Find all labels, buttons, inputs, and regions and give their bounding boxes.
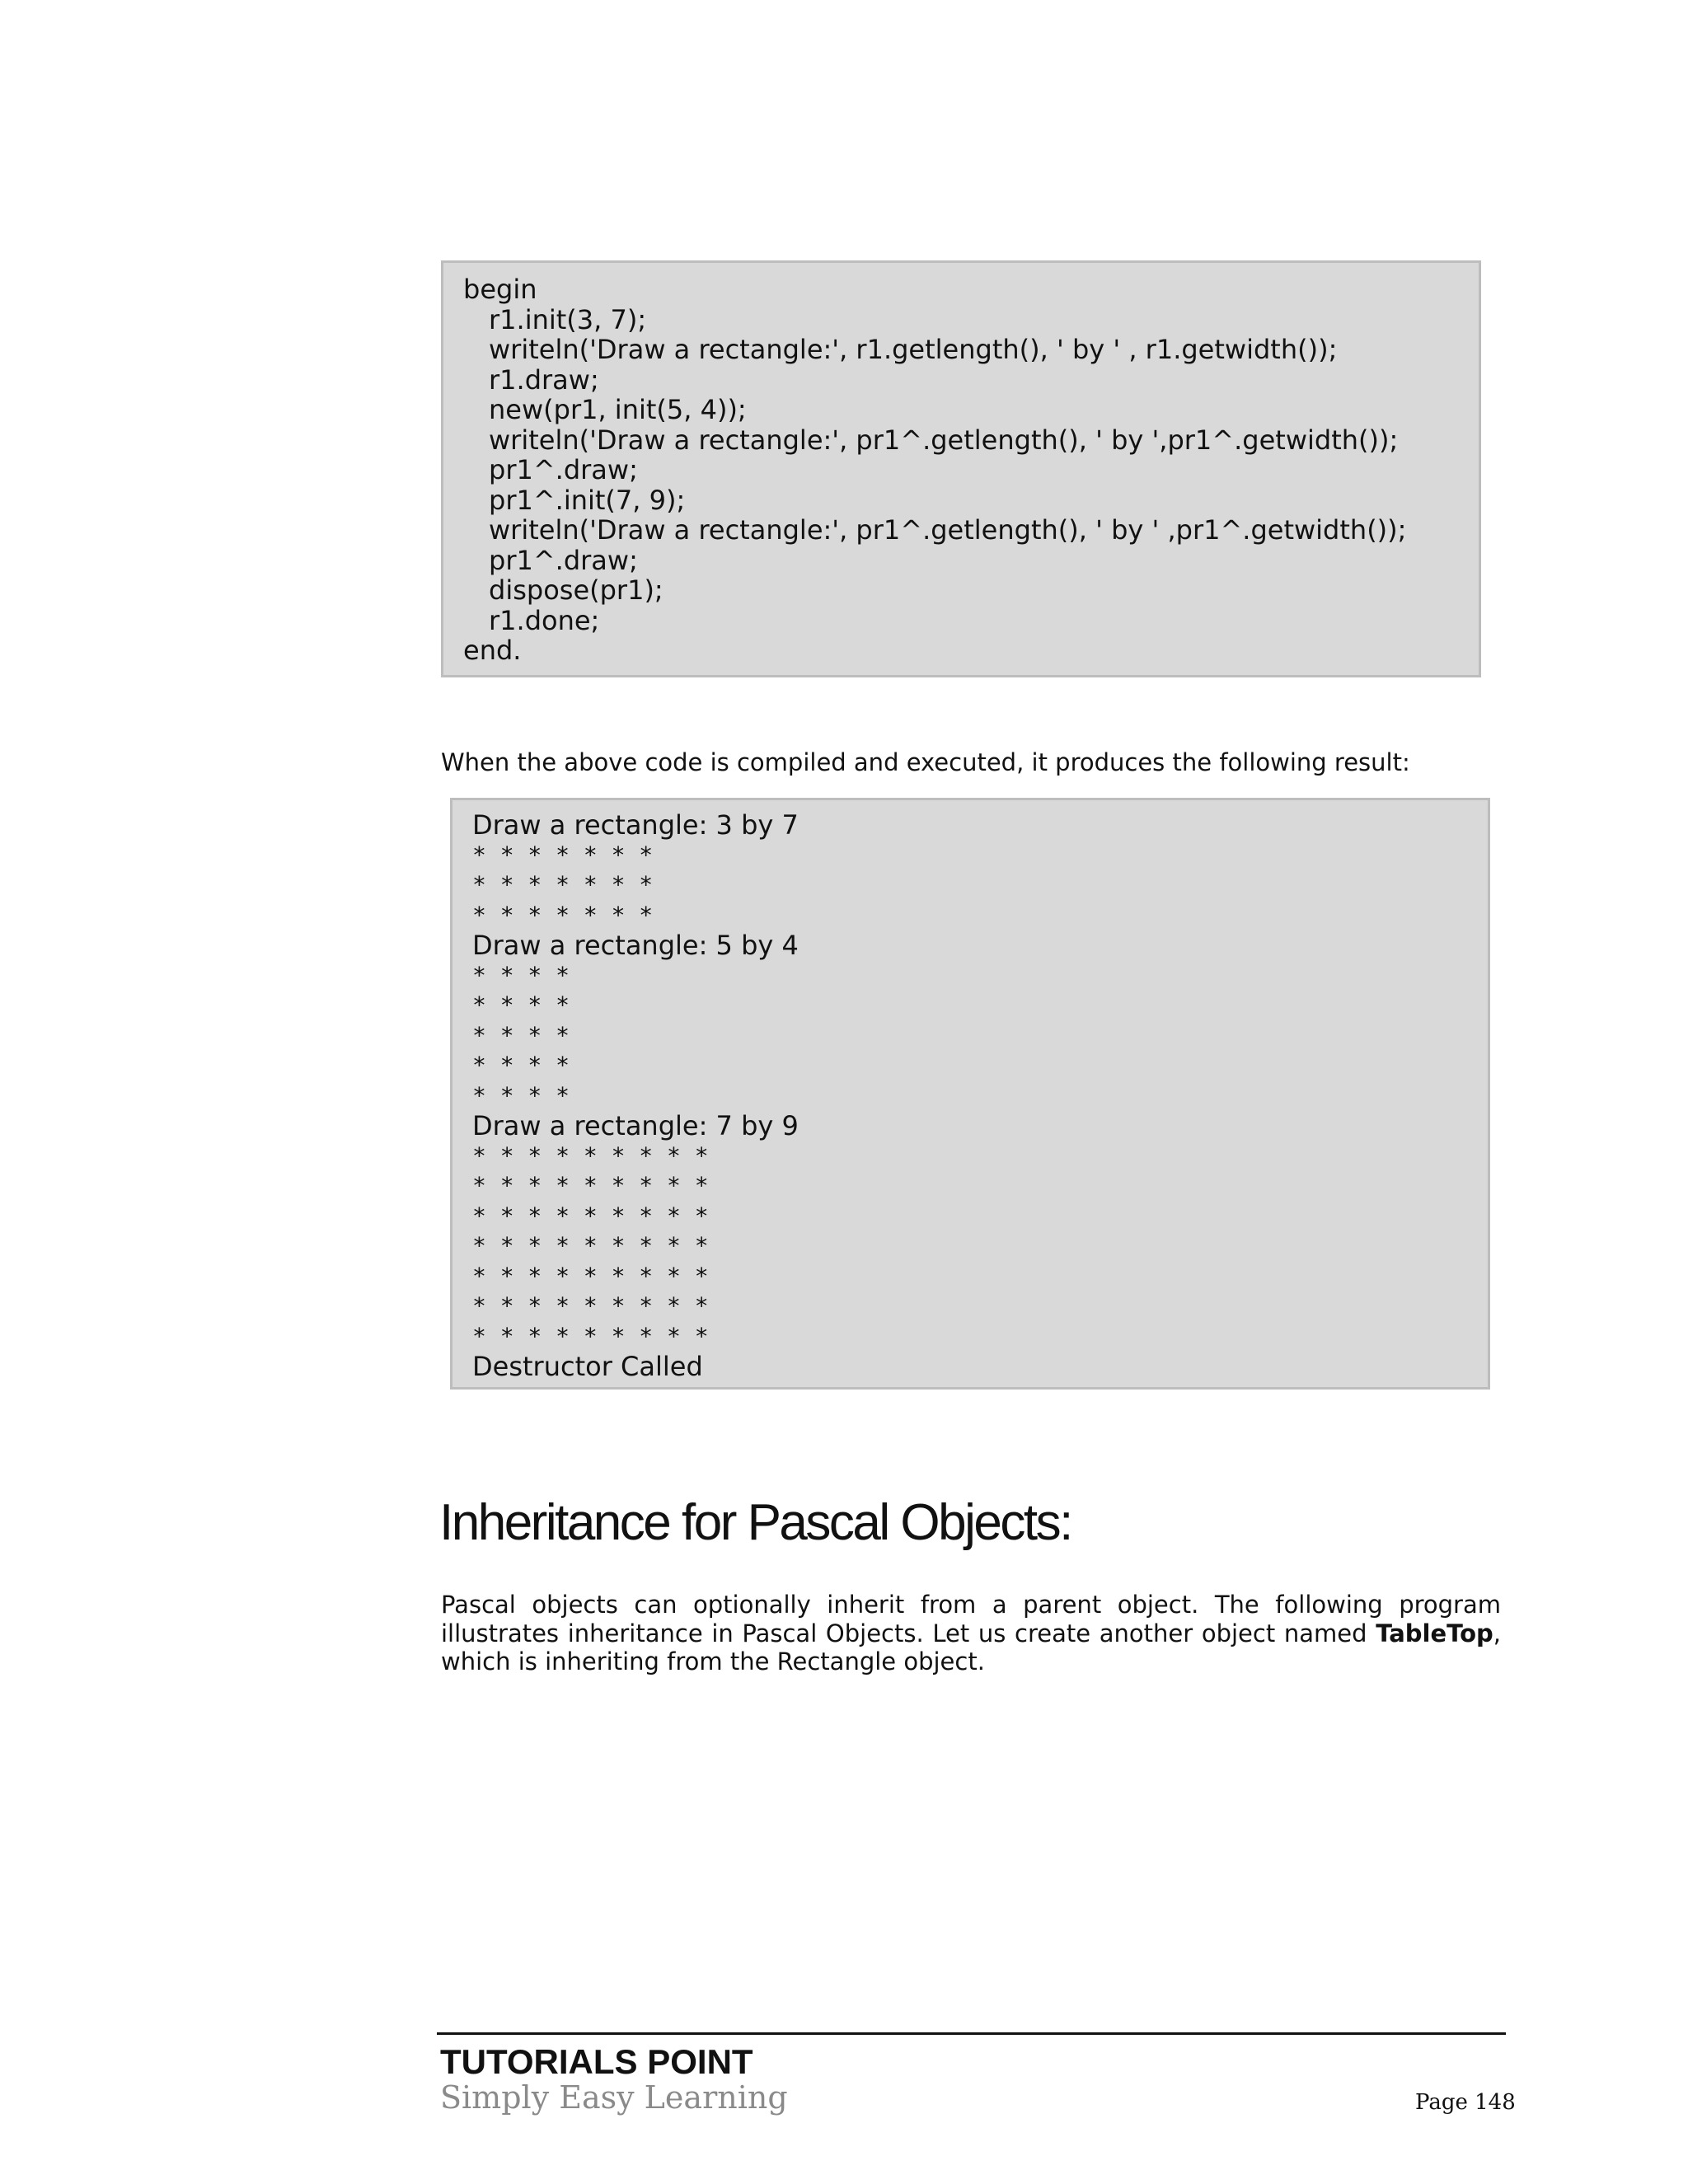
code-line: pr1^.init(7, 9);: [489, 484, 686, 516]
code-line: r1.draw;: [489, 363, 599, 396]
output-line: Destructor Called: [472, 1351, 703, 1382]
code-line: writeln('Draw a rectangle:', r1.getlength(), ' by ' , r1.getwidth());: [489, 334, 1338, 365]
paragraph-text: Pascal objects can optionally inherit from a parent object. The following program illustrates inheritance in Pascal Objects. Let us create another object named: [441, 1591, 1501, 1647]
code-line: writeln('Draw a rectangle:', pr1^.getlength(), ' by ' ,pr1^.getwidth());: [489, 514, 1407, 546]
intro-text: When the above code is compiled and executed, it produces the following result:: [441, 748, 1410, 776]
output-line: * * * *: [472, 1052, 570, 1079]
code-line: writeln('Draw a rectangle:', pr1^.getlength(), ' by ',pr1^.getwidth());: [489, 424, 1399, 456]
code-line: begin: [463, 274, 537, 305]
output-line: Draw a rectangle: 5 by 4: [472, 930, 799, 961]
output-line: * * * * * * * * *: [472, 1141, 709, 1169]
section-heading: Inheritance for Pascal Objects:: [439, 1494, 1071, 1551]
output-line: * * * * * * * * *: [472, 1292, 709, 1319]
code-line: pr1^.draw;: [489, 544, 638, 576]
output-line: * * * * * * *: [472, 901, 654, 929]
footer-brand: TUTORIALS POINT: [440, 2042, 753, 2081]
code-block: [441, 260, 1481, 677]
output-line: * * * * * * *: [472, 871, 654, 898]
output-block: [450, 798, 1490, 1390]
code-line: new(pr1, init(5, 4));: [489, 394, 747, 425]
code-line: end.: [463, 635, 522, 666]
output-line: Draw a rectangle: 3 by 7: [472, 809, 799, 841]
code-line: r1.done;: [489, 604, 600, 636]
output-line: * * * * * * * * *: [472, 1322, 709, 1350]
paragraph-bold-term: TableTop: [1376, 1619, 1493, 1647]
output-line: * * * * * * * * *: [472, 1172, 709, 1199]
code-line: pr1^.draw;: [489, 454, 638, 485]
paragraph-text-end: , which is inheriting from the Rectangle object.: [441, 1619, 1501, 1675]
output-line: * * * *: [472, 1081, 570, 1109]
output-line: * * * * * * * * *: [472, 1232, 709, 1259]
code-line: r1.init(3, 7);: [489, 303, 647, 335]
output-line: * * * * * * * * *: [472, 1202, 709, 1230]
output-line: Draw a rectangle: 7 by 9: [472, 1110, 799, 1141]
footer-divider: [437, 2032, 1506, 2035]
output-line: * * * *: [472, 1021, 570, 1049]
output-line: * * * * * * *: [472, 841, 654, 869]
page-number: Page 148: [1415, 2090, 1516, 2115]
output-line: * * * *: [472, 991, 570, 1019]
body-paragraph: [441, 1591, 1501, 1676]
code-line: dispose(pr1);: [489, 574, 663, 606]
footer-tagline: Simply Easy Learning: [440, 2079, 788, 2116]
output-line: * * * * * * * * *: [472, 1262, 709, 1290]
output-line: * * * *: [472, 961, 570, 989]
